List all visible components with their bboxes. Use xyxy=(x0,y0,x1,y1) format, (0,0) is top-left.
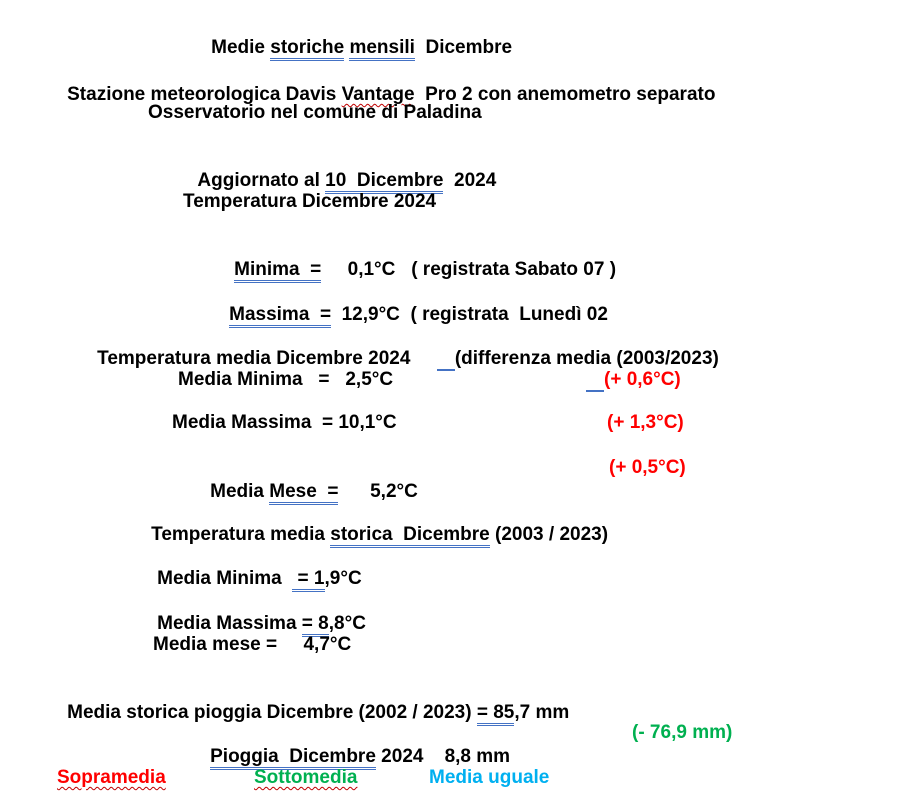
legend-media-uguale: Media uguale xyxy=(429,767,550,788)
media-heading: Temperatura media Dicembre 2024 (differenza media (2003/2023) xyxy=(97,348,719,369)
minima-value: 0,1°C ( registrata Sabato 07 ) xyxy=(321,259,617,280)
title-part: Medie xyxy=(211,37,271,58)
current-media-massima: Media Massima = 10,1°C xyxy=(172,412,397,433)
rain-historic-line: Media storica pioggia Dicembre (2002 / 2023) = 85,7 mm xyxy=(46,677,569,749)
observatory-line: Osservatorio nel comune di Paladina xyxy=(148,102,482,123)
title-word-storiche: storiche xyxy=(270,37,344,61)
legend-sottomedia: Sottomedia xyxy=(254,767,358,788)
current-media-mese: Media Mese = 5,2°C xyxy=(189,456,418,528)
minima-label: Minima = xyxy=(234,259,321,283)
rain-current-diff: (- 76,9 mm) xyxy=(632,722,733,743)
legend-sopramedia: Sopramedia xyxy=(57,767,166,788)
historic-media-massima: Media Massima = 8,8°C xyxy=(136,588,366,660)
massima-value: 12,9°C ( registrata Lunedì 02 xyxy=(331,304,608,325)
updated-date: 10 Dicembre xyxy=(325,170,443,194)
updated-line: Aggiornato al 10 Dicembre 2024 xyxy=(177,145,496,217)
current-media-minima-diff: (+ 0,6°C) xyxy=(586,368,681,392)
station-line: Stazione meteorologica Davis Vantage Pro 2 con anemometro separato xyxy=(67,84,716,105)
current-media-mese-diff: (+ 0,5°C) xyxy=(609,457,686,478)
temp-heading: Temperatura Dicembre 2024 xyxy=(183,191,437,212)
current-media-massima-diff: (+ 1,3°C) xyxy=(607,412,684,433)
station-word-vantage: Vantage xyxy=(341,84,415,105)
underline-mark xyxy=(586,372,604,392)
rain-current-label: Pioggia Dicembre xyxy=(210,746,376,770)
title-word-mensili: mensili xyxy=(349,37,414,61)
massima-label: Massima = xyxy=(229,304,331,328)
current-media-minima: Media Minima = 2,5°C xyxy=(178,369,394,390)
media-mese-label: Mese = xyxy=(269,481,338,505)
historic-heading-underlined: storica Dicembre xyxy=(330,524,489,548)
title-line: Medie storiche mensili Dicembre xyxy=(190,12,512,84)
rain-current-line: Pioggia Dicembre 2024 8,8 mm xyxy=(189,721,510,793)
historic-heading: Temperatura media storica Dicembre (2003 / 2023) xyxy=(130,499,608,571)
historic-media-mese: Media mese = 4,7°C xyxy=(153,634,352,655)
underline-mark xyxy=(437,351,455,371)
historic-media-minima: Media Minima = 1,9°C xyxy=(136,543,362,615)
